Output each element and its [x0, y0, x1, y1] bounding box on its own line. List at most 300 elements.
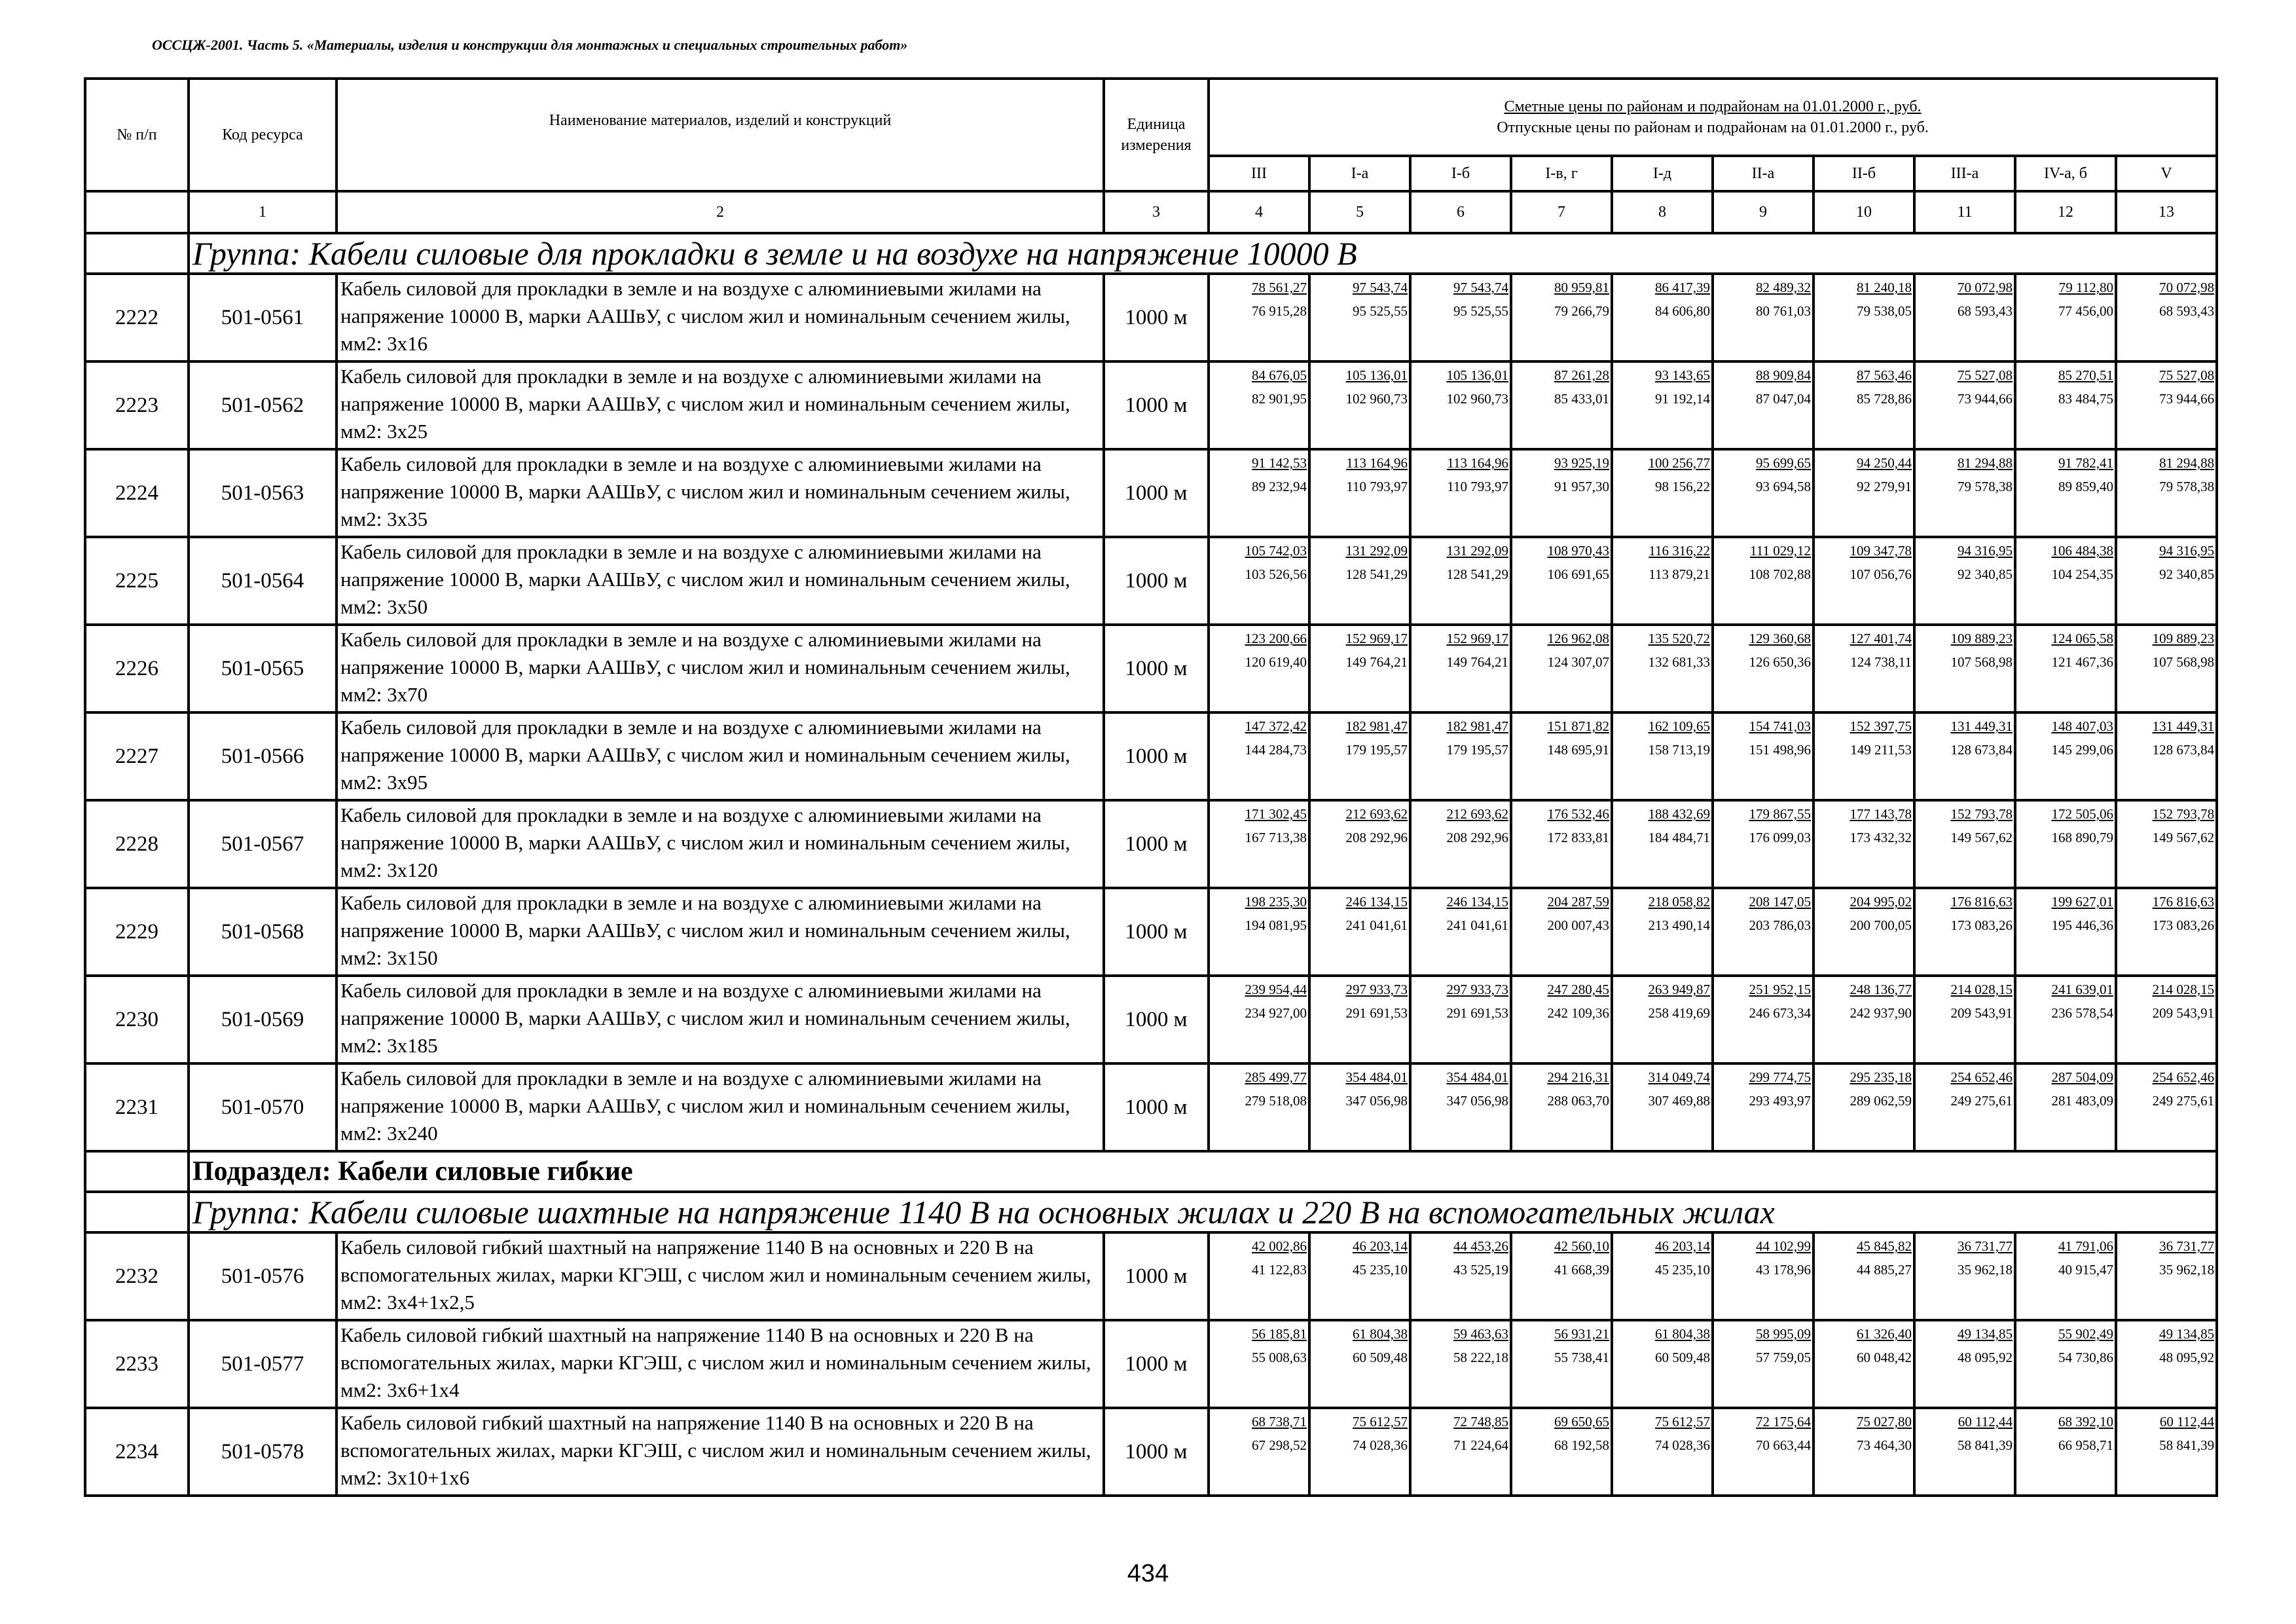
price-cell	[1511, 888, 1612, 976]
price-cell	[1309, 1320, 1410, 1408]
subsection-row	[85, 1151, 2217, 1192]
price-cell	[1813, 625, 1914, 712]
price-cell	[1309, 976, 1410, 1063]
estimate-price: 246 134,15	[1345, 894, 1408, 910]
estimate-price: 72 748,85	[1453, 1414, 1508, 1430]
price-cell	[1813, 888, 1914, 976]
price-cell	[1612, 537, 1713, 625]
release-price: 258 419,69	[1648, 1005, 1710, 1021]
price-cell	[1309, 537, 1410, 625]
estimate-price: 131 449,31	[2152, 718, 2215, 734]
price-cell	[1813, 712, 1914, 800]
price-cell	[1612, 1063, 1713, 1151]
row-number: 2225	[85, 537, 189, 625]
price-cell	[1813, 1320, 1914, 1408]
price-cell	[2015, 361, 2116, 449]
resource-code: 501-0569	[189, 976, 337, 1063]
header-region: I-в, г	[1511, 156, 1612, 191]
row-number: 2228	[85, 800, 189, 888]
release-price: 144 284,73	[1245, 742, 1307, 758]
release-price: 92 340,85	[1958, 566, 2013, 582]
estimate-price: 68 392,10	[2058, 1414, 2113, 1430]
estimate-price: 131 449,31	[1950, 718, 2013, 734]
price-cell	[1511, 537, 1612, 625]
estimate-price: 111 029,12	[1750, 543, 1811, 559]
estimate-price: 297 933,73	[1446, 982, 1508, 997]
release-price: 104 254,35	[2051, 566, 2113, 582]
price-cell	[1713, 274, 1813, 361]
estimate-price: 179 867,55	[1749, 806, 1811, 822]
column-number: 4	[1209, 191, 1309, 233]
release-price: 121 467,36	[2051, 654, 2113, 670]
running-head: ОССЦЖ-2001. Часть 5. «Материалы, изделия и конструкции для монтажных и специальных строительных работ»	[152, 37, 908, 53]
release-price: 241 041,61	[1345, 917, 1408, 933]
resource-code: 501-0562	[189, 361, 337, 449]
price-cell	[1713, 800, 1813, 888]
estimate-price: 94 250,44	[1857, 455, 1912, 471]
price-cell	[1309, 1408, 1410, 1496]
header-region: II-б	[1813, 156, 1914, 191]
unit: 1000 м	[1104, 888, 1209, 976]
header-name: Наименование материалов, изделий и конструкций	[337, 79, 1104, 191]
estimate-price: 354 484,01	[1446, 1069, 1508, 1085]
price-cell	[2015, 1408, 2116, 1496]
estimate-price: 49 134,85	[2159, 1326, 2215, 1342]
estimate-price: 79 112,80	[2058, 280, 2113, 295]
estimate-price: 81 294,88	[2159, 455, 2215, 471]
estimate-price: 171 302,45	[1245, 806, 1307, 822]
estimate-price: 204 287,59	[1547, 894, 1609, 910]
release-price: 184 484,71	[1648, 830, 1710, 845]
price-cell	[1511, 1063, 1612, 1151]
price-cell	[2116, 449, 2217, 537]
row-number: 2229	[85, 888, 189, 976]
estimate-price: 46 203,14	[1655, 1238, 1710, 1254]
estimate-price: 182 981,47	[1345, 718, 1408, 734]
estimate-price: 123 200,66	[1245, 631, 1307, 646]
release-price: 68 192,58	[1554, 1437, 1609, 1453]
price-cell	[1813, 274, 1914, 361]
price-cell	[1410, 1063, 1511, 1151]
release-price: 55 008,63	[1252, 1350, 1307, 1365]
unit: 1000 м	[1104, 361, 1209, 449]
estimate-price: 105 136,01	[1345, 367, 1408, 383]
release-price: 172 833,81	[1547, 830, 1609, 845]
table-row	[85, 800, 2217, 888]
estimate-price: 131 292,09	[1345, 543, 1408, 559]
release-price: 41 122,83	[1252, 1262, 1307, 1278]
price-cell	[1309, 449, 1410, 537]
estimate-price: 49 134,85	[1958, 1326, 2013, 1342]
price-cell	[1410, 976, 1511, 1063]
price-cell	[1914, 1063, 2015, 1151]
price-cell	[1612, 800, 1713, 888]
unit: 1000 м	[1104, 625, 1209, 712]
release-price: 107 568,98	[2152, 654, 2215, 670]
release-price: 289 062,59	[1850, 1093, 1912, 1109]
release-price: 55 738,41	[1554, 1350, 1609, 1365]
item-name: Кабель силовой для прокладки в земле и на воздухе с алюминиевыми жилами на напряжение 10000 В, марки ААШвУ, с числом жил и номинальным сечением жилы, мм2: 3х150	[337, 888, 1104, 976]
price-cell	[1914, 537, 2015, 625]
price-cell	[1209, 1063, 1309, 1151]
release-price: 77 456,00	[2058, 303, 2113, 319]
price-cell	[1914, 976, 2015, 1063]
estimate-price: 88 909,84	[1756, 367, 1811, 383]
resource-code: 501-0566	[189, 712, 337, 800]
row-number: 2227	[85, 712, 189, 800]
unit: 1000 м	[1104, 976, 1209, 1063]
release-price: 54 730,86	[2058, 1350, 2113, 1365]
estimate-price: 78 561,27	[1252, 280, 1307, 295]
price-cell	[1511, 449, 1612, 537]
estimate-price: 44 453,26	[1453, 1238, 1508, 1254]
table-row	[85, 1408, 2217, 1496]
release-price: 71 224,64	[1453, 1437, 1508, 1453]
estimate-price: 56 185,81	[1252, 1326, 1307, 1342]
estimate-price: 295 235,18	[1850, 1069, 1912, 1085]
release-price: 236 578,54	[2051, 1005, 2113, 1021]
estimate-price: 109 889,23	[2152, 631, 2215, 646]
release-price: 44 885,27	[1857, 1262, 1912, 1278]
price-cell	[2015, 1320, 2116, 1408]
table-row	[85, 1232, 2217, 1320]
release-price: 89 859,40	[2058, 479, 2113, 494]
release-price: 102 960,73	[1345, 391, 1408, 407]
column-number: 13	[2116, 191, 2217, 233]
estimate-price: 75 527,08	[2159, 367, 2215, 383]
release-price: 279 518,08	[1245, 1093, 1307, 1109]
estimate-price: 106 484,38	[2051, 543, 2113, 559]
price-cell	[1612, 1232, 1713, 1320]
estimate-price: 82 489,32	[1756, 280, 1811, 295]
row-number: 2222	[85, 274, 189, 361]
table-row	[85, 712, 2217, 800]
resource-code: 501-0570	[189, 1063, 337, 1151]
release-price: 79 578,38	[1958, 479, 2013, 494]
release-price: 58 841,39	[1958, 1437, 2013, 1453]
estimate-price: 198 235,30	[1245, 894, 1307, 910]
estimate-price: 152 793,78	[2152, 806, 2215, 822]
release-price: 281 483,09	[2051, 1093, 2113, 1109]
resource-code: 501-0578	[189, 1408, 337, 1496]
estimate-price: 109 889,23	[1950, 631, 2013, 646]
release-price: 45 235,10	[1353, 1262, 1408, 1278]
estimate-price: 75 527,08	[1958, 367, 2013, 383]
price-cell	[2015, 976, 2116, 1063]
estimate-price: 105 136,01	[1446, 367, 1508, 383]
price-cell	[1713, 976, 1813, 1063]
item-name: Кабель силовой для прокладки в земле и на воздухе с алюминиевыми жилами на напряжение 10000 В, марки ААШвУ, с числом жил и номинальным сечением жилы, мм2: 3х16	[337, 274, 1104, 361]
estimate-price: 285 499,77	[1245, 1069, 1307, 1085]
release-price: 179 195,57	[1446, 742, 1508, 758]
estimate-price: 214 028,15	[1950, 982, 2013, 997]
header-region: I-д	[1612, 156, 1713, 191]
header-region: III	[1209, 156, 1309, 191]
release-price: 288 063,70	[1547, 1093, 1609, 1109]
estimate-price: 109 347,78	[1850, 543, 1912, 559]
estimate-price: 152 969,17	[1345, 631, 1408, 646]
release-price: 200 700,05	[1850, 917, 1912, 933]
release-price: 95 525,55	[1353, 303, 1408, 319]
release-price: 126 650,36	[1749, 654, 1811, 670]
estimate-price: 87 563,46	[1857, 367, 1912, 383]
estimate-price: 152 969,17	[1446, 631, 1508, 646]
estimate-price: 69 650,65	[1554, 1414, 1609, 1430]
price-cell	[1410, 1408, 1511, 1496]
price-cell	[2015, 625, 2116, 712]
estimate-price: 129 360,68	[1749, 631, 1811, 646]
estimate-price: 97 543,74	[1353, 280, 1408, 295]
release-price: 98 156,22	[1655, 479, 1710, 494]
release-price: 107 056,76	[1850, 566, 1912, 582]
table-row	[85, 1063, 2217, 1151]
release-price: 48 095,92	[1958, 1350, 2013, 1365]
price-cell	[1713, 625, 1813, 712]
table-row	[85, 537, 2217, 625]
release-price: 179 195,57	[1345, 742, 1408, 758]
estimate-price: 152 397,75	[1850, 718, 1912, 734]
release-price: 347 056,98	[1446, 1093, 1508, 1109]
estimate-price: 116 316,22	[1649, 543, 1710, 559]
row-number: 2226	[85, 625, 189, 712]
price-cell	[2116, 537, 2217, 625]
release-price: 128 673,84	[1950, 742, 2013, 758]
column-number: 5	[1309, 191, 1410, 233]
release-price: 124 738,11	[1850, 654, 1912, 670]
column-number: 10	[1813, 191, 1914, 233]
price-cell	[1410, 449, 1511, 537]
release-price: 249 275,61	[2152, 1093, 2215, 1109]
unit: 1000 м	[1104, 449, 1209, 537]
estimate-price: 45 845,82	[1857, 1238, 1912, 1254]
estimate-price: 208 147,05	[1749, 894, 1811, 910]
price-cell	[1410, 1320, 1511, 1408]
row-number: 2231	[85, 1063, 189, 1151]
header-estimate-prices: Сметные цены по районам и подрайонам на 01.01.2000 г., руб.	[1504, 98, 1922, 115]
price-cell	[2015, 712, 2116, 800]
price-cell	[1511, 625, 1612, 712]
release-price: 76 915,28	[1252, 303, 1307, 319]
price-cell	[1309, 361, 1410, 449]
estimate-price: 204 995,02	[1850, 894, 1912, 910]
estimate-price: 91 782,41	[2058, 455, 2113, 471]
estimate-price: 113 164,96	[1346, 455, 1408, 471]
estimate-price: 162 109,65	[1648, 718, 1710, 734]
release-price: 167 713,38	[1245, 830, 1307, 845]
estimate-price: 254 652,46	[1950, 1069, 2013, 1085]
estimate-price: 148 407,03	[2051, 718, 2113, 734]
row-number: 2230	[85, 976, 189, 1063]
release-price: 208 292,96	[1345, 830, 1408, 845]
header-region: III-а	[1914, 156, 2015, 191]
estimate-price: 95 699,65	[1756, 455, 1811, 471]
release-price: 91 192,14	[1655, 391, 1710, 407]
release-price: 110 793,97	[1447, 479, 1508, 494]
price-cell	[1713, 361, 1813, 449]
release-price: 92 279,91	[1857, 479, 1912, 494]
estimate-price: 81 294,88	[1958, 455, 2013, 471]
release-price: 60 509,48	[1353, 1350, 1408, 1365]
header-region: IV-а, б	[2015, 156, 2116, 191]
price-cell	[1813, 800, 1914, 888]
release-price: 176 099,03	[1749, 830, 1811, 845]
release-price: 132 681,33	[1648, 654, 1710, 670]
price-cell	[1511, 800, 1612, 888]
column-number: 6	[1410, 191, 1511, 233]
price-cell	[1612, 712, 1713, 800]
release-price: 79 538,05	[1857, 303, 1912, 319]
release-price: 291 691,53	[1446, 1005, 1508, 1021]
release-price: 149 764,21	[1446, 654, 1508, 670]
price-cell	[1612, 361, 1713, 449]
price-cell	[1713, 537, 1813, 625]
release-price: 173 432,32	[1850, 830, 1912, 845]
estimate-price: 124 065,58	[2051, 631, 2113, 646]
item-name: Кабель силовой гибкий шахтный на напряжение 1140 В на основных и 220 В на вспомогательных жилах, марки КГЭШ, с числом жил и номинальным сечением жилы, мм2: 3х10+1х6	[337, 1408, 1104, 1496]
header-region: V	[2116, 156, 2217, 191]
price-cell	[1209, 449, 1309, 537]
release-price: 60 509,48	[1655, 1350, 1710, 1365]
price-cell	[2116, 274, 2217, 361]
header-region: I-а	[1309, 156, 1410, 191]
item-name: Кабель силовой гибкий шахтный на напряжение 1140 В на основных и 220 В на вспомогательных жилах, марки КГЭШ, с числом жил и номинальным сечением жилы, мм2: 3х6+1х4	[337, 1320, 1104, 1408]
release-price: 41 668,39	[1554, 1262, 1609, 1278]
group-heading-row	[85, 1192, 2217, 1232]
estimate-price: 93 143,65	[1655, 367, 1710, 383]
price-cell	[1309, 888, 1410, 976]
item-name: Кабель силовой гибкий шахтный на напряжение 1140 В на основных и 220 В на вспомогательных жилах, марки КГЭШ, с числом жил и номинальным сечением жилы, мм2: 3х4+1х2,5	[337, 1232, 1104, 1320]
release-price: 208 292,96	[1446, 830, 1508, 845]
price-cell	[1813, 449, 1914, 537]
unit: 1000 м	[1104, 537, 1209, 625]
estimate-price: 176 532,46	[1547, 806, 1609, 822]
estimate-price: 177 143,78	[1850, 806, 1912, 822]
estimate-price: 91 142,53	[1252, 455, 1307, 471]
price-cell	[1511, 274, 1612, 361]
price-cell	[1209, 976, 1309, 1063]
price-cell	[1813, 1408, 1914, 1496]
subsection-heading: Подраздел: Кабели силовые гибкие	[189, 1151, 2217, 1192]
estimate-price: 58 995,09	[1756, 1326, 1811, 1342]
estimate-price: 75 612,57	[1655, 1414, 1710, 1430]
release-price: 45 235,10	[1655, 1262, 1710, 1278]
estimate-price: 147 372,42	[1245, 718, 1307, 734]
estimate-price: 44 102,99	[1756, 1238, 1811, 1254]
price-cell	[1511, 1408, 1612, 1496]
price-cell	[1410, 274, 1511, 361]
price-cell	[2116, 1063, 2217, 1151]
release-price: 120 619,40	[1245, 654, 1307, 670]
header-code: Код ресурса	[189, 79, 337, 191]
estimate-price: 80 959,81	[1554, 280, 1609, 295]
price-cell	[1209, 274, 1309, 361]
price-cell	[1511, 1232, 1612, 1320]
release-price: 68 593,43	[2159, 303, 2215, 319]
release-price: 103 526,56	[1245, 566, 1307, 582]
estimate-price: 287 504,09	[2051, 1069, 2113, 1085]
item-name: Кабель силовой для прокладки в земле и на воздухе с алюминиевыми жилами на напряжение 10000 В, марки ААШвУ, с числом жил и номинальным сечением жилы, мм2: 3х240	[337, 1063, 1104, 1151]
price-cell	[1612, 1408, 1713, 1496]
price-cell	[1914, 1320, 2015, 1408]
table-row	[85, 976, 2217, 1063]
release-price: 89 232,94	[1252, 479, 1307, 494]
price-cell	[1612, 274, 1713, 361]
release-price: 43 178,96	[1756, 1262, 1811, 1278]
price-cell	[1209, 625, 1309, 712]
price-cell	[1713, 1320, 1813, 1408]
row-number: 2232	[85, 1232, 189, 1320]
estimate-price: 151 871,82	[1547, 718, 1609, 734]
price-cell	[2116, 1408, 2217, 1496]
estimate-price: 85 270,51	[2058, 367, 2113, 383]
price-cell	[2015, 888, 2116, 976]
estimate-price: 131 292,09	[1446, 543, 1508, 559]
release-price: 128 673,84	[2152, 742, 2215, 758]
estimate-price: 152 793,78	[1950, 806, 2013, 822]
item-name: Кабель силовой для прокладки в земле и на воздухе с алюминиевыми жилами на напряжение 10000 В, марки ААШвУ, с числом жил и номинальным сечением жилы, мм2: 3х70	[337, 625, 1104, 712]
item-name: Кабель силовой для прокладки в земле и на воздухе с алюминиевыми жилами на напряжение 10000 В, марки ААШвУ, с числом жил и номинальным сечением жилы, мм2: 3х120	[337, 800, 1104, 888]
header-prices	[1209, 79, 2217, 156]
estimate-price: 251 952,15	[1749, 982, 1811, 997]
price-cell	[1612, 449, 1713, 537]
estimate-price: 100 256,77	[1648, 455, 1710, 471]
estimate-price: 42 560,10	[1554, 1238, 1609, 1254]
release-price: 113 879,21	[1649, 566, 1710, 582]
estimate-price: 176 816,63	[2152, 894, 2215, 910]
column-number: 8	[1612, 191, 1713, 233]
price-cell	[2116, 976, 2217, 1063]
price-cell	[1209, 712, 1309, 800]
price-cell	[1914, 274, 2015, 361]
header-num: № п/п	[85, 79, 189, 191]
estimate-price: 97 543,74	[1453, 280, 1508, 295]
release-price: 291 691,53	[1345, 1005, 1408, 1021]
release-price: 307 469,88	[1648, 1093, 1710, 1109]
release-price: 84 606,80	[1655, 303, 1710, 319]
price-cell	[1309, 274, 1410, 361]
release-price: 87 047,04	[1756, 391, 1811, 407]
price-cell	[2116, 712, 2217, 800]
price-cell	[1612, 976, 1713, 1063]
estimate-price: 61 326,40	[1857, 1326, 1912, 1342]
estimate-price: 86 417,39	[1655, 280, 1710, 295]
release-price: 128 541,29	[1345, 566, 1408, 582]
release-price: 242 109,36	[1547, 1005, 1609, 1021]
unit: 1000 м	[1104, 1320, 1209, 1408]
release-price: 73 464,30	[1857, 1437, 1912, 1453]
price-cell	[1410, 800, 1511, 888]
estimate-price: 212 693,62	[1446, 806, 1508, 822]
release-price: 246 673,34	[1749, 1005, 1811, 1021]
price-cell	[1612, 1320, 1713, 1408]
estimate-price: 36 731,77	[1958, 1238, 2013, 1254]
estimate-price: 113 164,96	[1447, 455, 1508, 471]
estimate-price: 314 049,74	[1648, 1069, 1710, 1085]
estimate-price: 72 175,64	[1756, 1414, 1811, 1430]
estimate-price: 61 804,38	[1655, 1326, 1710, 1342]
release-price: 241 041,61	[1446, 917, 1508, 933]
estimate-price: 94 316,95	[1958, 543, 2013, 559]
release-price: 200 007,43	[1547, 917, 1609, 933]
estimate-price: 126 962,08	[1547, 631, 1609, 646]
price-cell	[1410, 625, 1511, 712]
release-price: 168 890,79	[2051, 830, 2113, 845]
item-name: Кабель силовой для прокладки в земле и на воздухе с алюминиевыми жилами на напряжение 10000 В, марки ААШвУ, с числом жил и номинальным сечением жилы, мм2: 3х185	[337, 976, 1104, 1063]
price-cell	[2116, 1232, 2217, 1320]
price-cell	[1914, 1408, 2015, 1496]
release-price: 79 266,79	[1554, 303, 1609, 319]
price-cell	[2015, 800, 2116, 888]
